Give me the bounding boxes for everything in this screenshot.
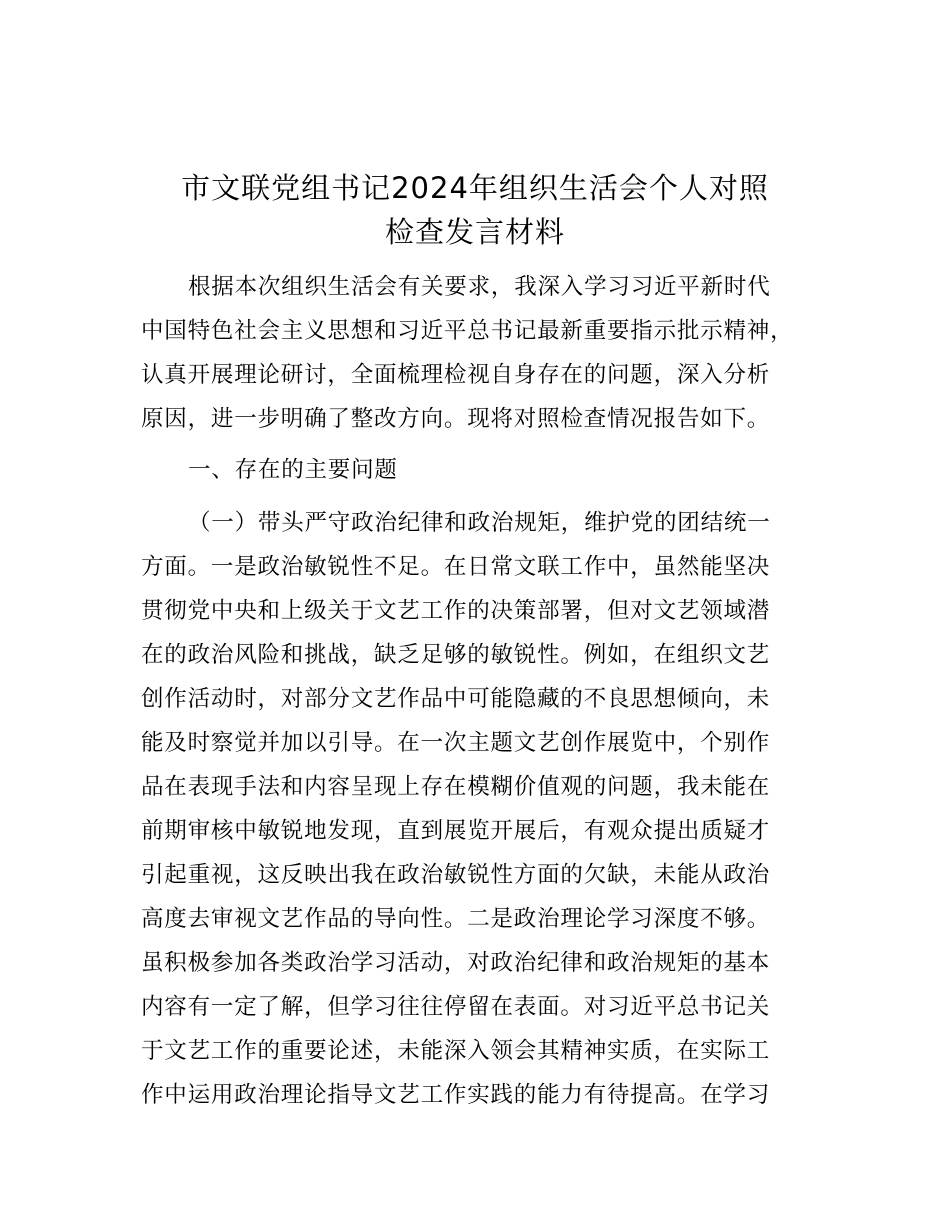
paragraph-line: 前期审核中敏锐地发现，直到展览开展后，有观众提出质疑才 bbox=[141, 818, 771, 844]
paragraph-line: 高度去审视文艺作品的导向性。二是政治理论学习深度不够。 bbox=[141, 906, 771, 932]
paragraph-line: （一）带头严守政治纪律和政治规矩，维护党的团结统一 bbox=[188, 510, 771, 536]
paragraph-line: 方面。一是政治敏锐性不足。在日常文联工作中，虽然能坚决 bbox=[141, 554, 771, 580]
paragraph-line: 作中运用政治理论指导文艺工作实践的能力有待提高。在学习 bbox=[141, 1082, 771, 1108]
document-title-line-2: 检查发言材料 bbox=[384, 215, 565, 249]
paragraph-line: 创作活动时，对部分文艺作品中可能隐藏的不良思想倾向，未 bbox=[141, 686, 771, 712]
paragraph-line: 贯彻党中央和上级关于文艺工作的决策部署，但对文艺领域潜 bbox=[141, 598, 771, 624]
paragraph-line: 虽积极参加各类政治学习活动，对政治纪律和政治规矩的基本 bbox=[141, 950, 771, 976]
document-title-line-1: 市文联党组书记2024年组织生活会个人对照 bbox=[181, 171, 769, 205]
paragraph-line: 认真开展理论研讨，全面梳理检视自身存在的问题，深入分析 bbox=[141, 362, 771, 388]
paragraph-line: 中国特色社会主义思想和习近平总书记最新重要指示批示精神， bbox=[141, 318, 794, 344]
paragraph-line: 能及时察觉并加以引导。在一次主题文艺创作展览中，个别作 bbox=[141, 730, 771, 756]
paragraph-line: 引起重视，这反映出我在政治敏锐性方面的欠缺，未能从政治 bbox=[141, 862, 771, 888]
paragraph-line: 在的政治风险和挑战，缺乏足够的敏锐性。例如，在组织文艺 bbox=[141, 642, 771, 668]
paragraph-line: 内容有一定了解，但学习往往停留在表面。对习近平总书记关 bbox=[141, 994, 771, 1020]
paragraph-line: 原因，进一步明确了整改方向。现将对照检查情况报告如下。 bbox=[141, 406, 771, 432]
paragraph-line: 于文艺工作的重要论述，未能深入领会其精神实质，在实际工 bbox=[141, 1038, 771, 1064]
paragraph-line: 品在表现手法和内容呈现上存在模糊价值观的问题，我未能在 bbox=[141, 774, 771, 800]
paragraph-line: 根据本次组织生活会有关要求，我深入学习习近平新时代 bbox=[188, 274, 771, 300]
section-heading: 一、存在的主要问题 bbox=[188, 457, 398, 483]
